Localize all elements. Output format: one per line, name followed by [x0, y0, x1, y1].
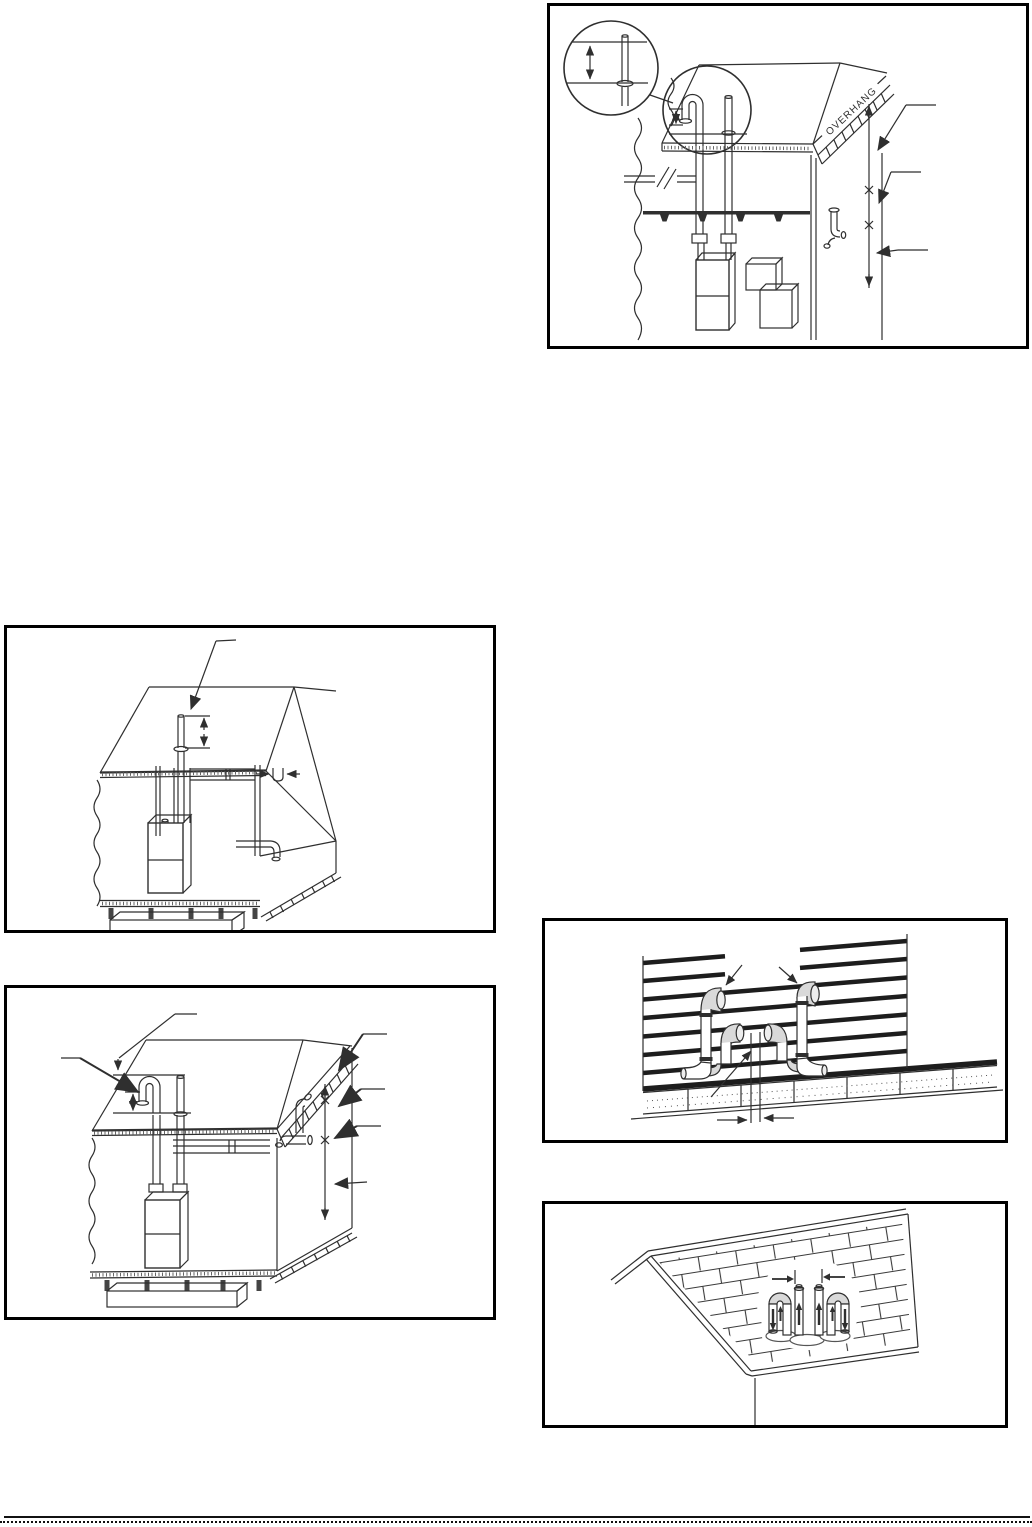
ceiling-line [643, 211, 810, 215]
roof-termination-drawing [7, 628, 493, 930]
furnace [696, 253, 735, 330]
shingle-roof-drawing [545, 1204, 1005, 1425]
siding-terminations-drawing [545, 921, 1005, 1140]
roof-sidewall-drawing [7, 988, 493, 1317]
skirting-band [270, 1233, 357, 1283]
furnace [148, 815, 191, 893]
break-wavy-line [89, 1138, 95, 1264]
attic-overhang-drawing [550, 6, 1026, 346]
figure-roof-and-sidewall-terminations [4, 985, 496, 1320]
break-wavy-line [635, 118, 642, 340]
house-interior [89, 1115, 270, 1268]
sidewall-vent [276, 1093, 313, 1147]
joist-hangers [660, 215, 783, 222]
leader-arrows [877, 105, 936, 253]
leader-arrow [191, 640, 236, 709]
fig4-art [631, 934, 1003, 1123]
skirting-band [261, 873, 341, 921]
fig3-art [61, 1014, 387, 1307]
figure-roof-termination-house [4, 625, 496, 933]
detail-circle-vent-height [564, 21, 658, 115]
overhang-band-label [818, 80, 883, 142]
overhang-label: OVERHANG [824, 85, 880, 138]
furnace [145, 1192, 188, 1268]
figure-sidewall-terminations-siding [542, 918, 1008, 1143]
footer-solid-rule [4, 1516, 1030, 1518]
fig1-art [564, 21, 936, 340]
duct-step [746, 258, 798, 328]
leader-arrows-top [726, 965, 797, 985]
figure-roof-terminations-shingles [542, 1201, 1008, 1428]
roof-vents [113, 1075, 191, 1116]
sidewall-vent [824, 208, 846, 248]
foundation [90, 1233, 357, 1307]
fig2-art [94, 640, 341, 930]
leader-arrows [335, 1034, 387, 1184]
foundation [100, 873, 341, 930]
roof-vent-pipe [174, 715, 210, 752]
break-wavy-line [94, 780, 100, 906]
footer-cut-line [0, 1521, 1032, 1523]
figure-attic-overhang-termination [547, 3, 1029, 349]
detail-circle-roof-terminations [663, 66, 751, 154]
dimension-line-wall [865, 104, 873, 288]
fig5-art [611, 1209, 919, 1425]
